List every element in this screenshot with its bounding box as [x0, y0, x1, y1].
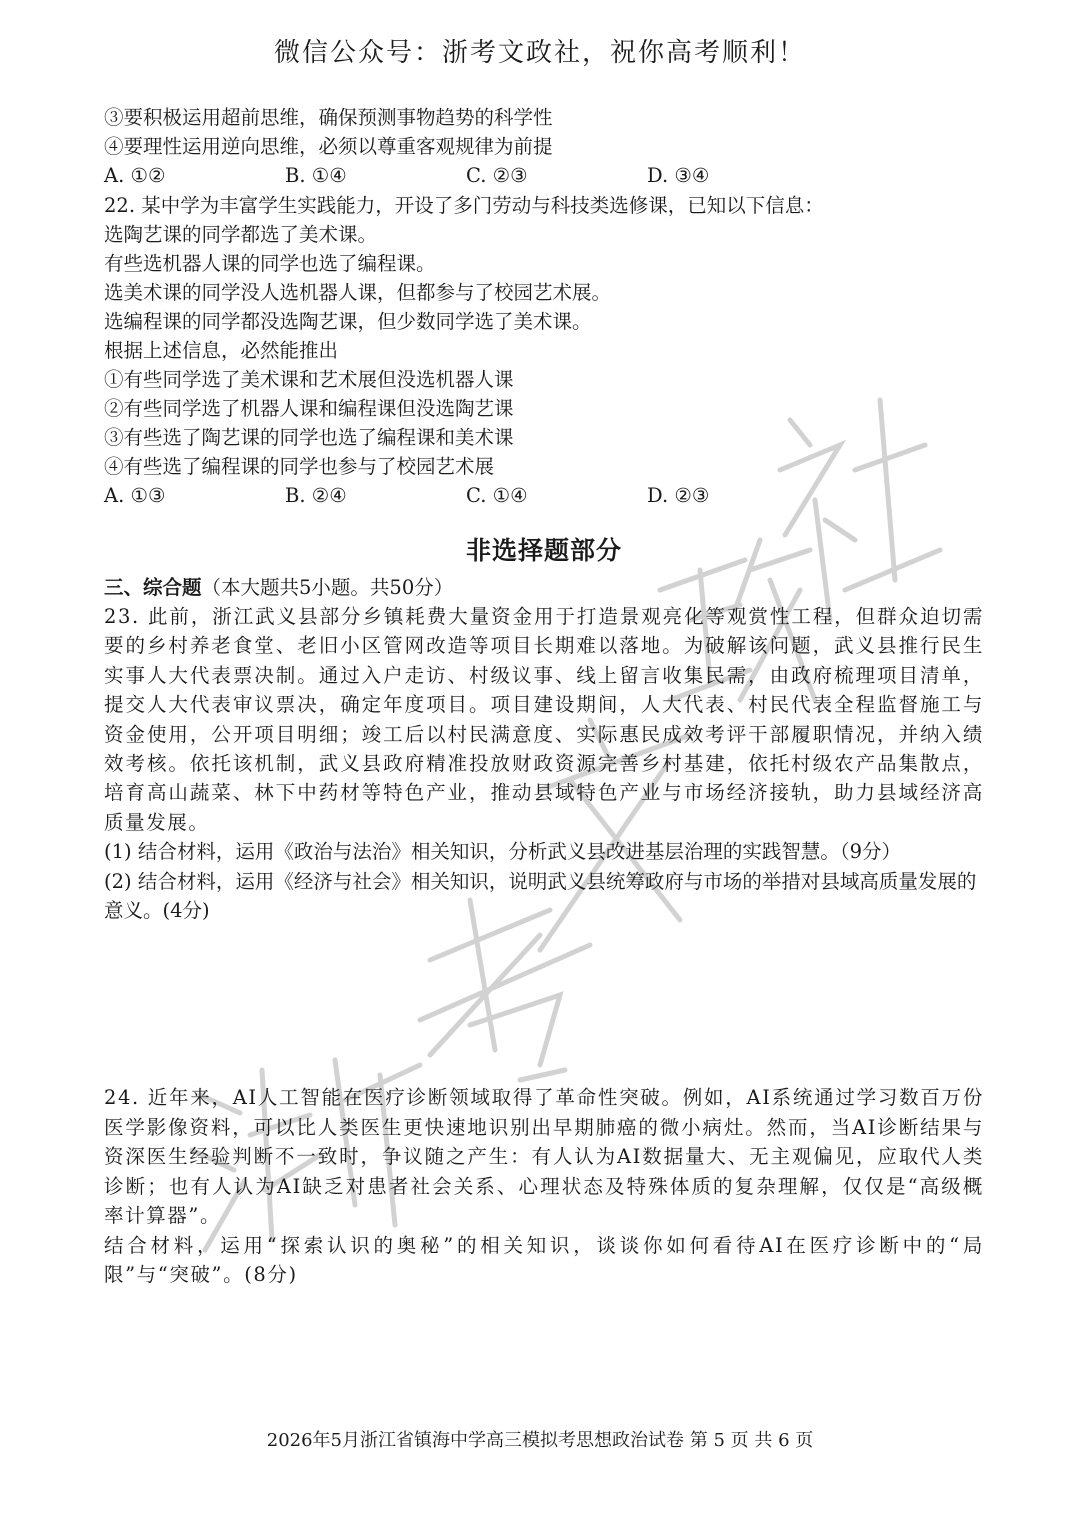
- page-footer: 2026年5月浙江省镇海中学高三模拟考思想政治试卷 第 5 页 共 6 页: [266, 1430, 814, 1451]
- q21-option-b: B. ①④: [285, 164, 347, 187]
- q22-options: [104, 481, 984, 511]
- answer-space: [104, 925, 984, 1083]
- q22-fact: 选陶艺课的同学都选了美术课。: [104, 223, 378, 246]
- q21-item-4: ④要理性运用逆向思维，必须以尊重客观规律为前提: [104, 135, 553, 158]
- q23-material: 23. 此前，浙江武义县部分乡镇耗费大量资金用于打造景观亮化等观赏性工程，但群众迫切需要的乡村养老食堂、老旧小区管网改造等项目长期难以落地。为破解该问题，武义县推行民生实事人大代表票决制。通过入户走访、村级议事、线上留言收集民需，由政府梳理项目清单，提交人大代表审议票决，确定年度项目。项目建设期间，人大代表、村民代表全程监督施工与资金使用，公开项目明细；竣工后以村民满意度、实际惠民成效考评干部履职情况，并纳入绩效考核。依托该机制，武义县政府精准投放财政资源完善乡村基建，依托村级农产品集散点，培育高山蔬菜、林下中药材等特色产业，推动县域特色产业与市场经济接轨，助力县域经济高质量发展。: [104, 605, 984, 834]
- exam-content: [104, 103, 984, 1289]
- q24-material: 24. 近年来，AI人工智能在医疗诊断领域取得了革命性突破。例如，AI系统通过学习数百万份医学影像资料，可以比人类医生更快速地识别出早期肺癌的微小病灶。然而，当AI诊断结果与资深医生经验判断不一致时，争议随之产生：有人认为AI数据量大、无主观偏见，应取代人类诊断；也有人认为AI缺乏对患者社会关系、心理状态及特殊体质的复杂理解，仅仅是“高级概率计算器”。: [104, 1086, 984, 1228]
- section-heading-label: 三、综合题: [104, 576, 202, 599]
- q22-fact: 选美术课的同学没人选机器人课，但都参与了校园艺术展。: [104, 281, 612, 304]
- q22-fact: 选编程课的同学都没选陶艺课，但少数同学选了美术课。: [104, 310, 592, 333]
- q22-stem: 22. 某中学为丰富学生实践能力，开设了多门劳动与科技类选修课，已知以下信息：: [104, 194, 824, 217]
- q21-option-d: D. ③④: [647, 164, 710, 187]
- section-heading: [104, 573, 984, 602]
- q22-option-c: C. ①④: [466, 484, 528, 507]
- q22-item-4: ④有些选了编程课的同学也参与了校园艺术展: [104, 455, 495, 478]
- q22-fact: 有些选机器人课的同学也选了编程课。: [104, 252, 436, 275]
- q22-prompt: 根据上述信息，必然能推出: [104, 339, 339, 362]
- q22-item-1: ①有些同学选了美术课和艺术展但没选机器人课: [104, 368, 514, 391]
- q23-question-1: (1) 结合材料，运用《政治与法治》相关知识，分析武义县改进基层治理的实践智慧。（9分）: [104, 840, 901, 864]
- section-title: 非选择题部分: [465, 536, 622, 565]
- q22-option-b: B. ②④: [285, 484, 347, 507]
- q21-option-a: A. ①②: [104, 164, 166, 187]
- section-heading-note: （本大题共5小题。共50分）: [201, 576, 454, 599]
- q22-item-2: ②有些同学选了机器人课和编程课但没选陶艺课: [104, 397, 514, 420]
- q22-option-a: A. ①③: [104, 484, 166, 507]
- q21-option-c: C. ②③: [466, 164, 528, 187]
- q24-question: 结合材料，运用“探索认识的奥秘”的相关知识，谈谈你如何看待AI在医疗诊断中的“局限”与“突破”。(8分): [104, 1233, 984, 1286]
- page-header: 微信公众号：浙考文政社，祝你高考顺利！: [273, 38, 806, 68]
- q21-options: [104, 161, 984, 191]
- q23-question-2: (2) 结合材料，运用《经济与社会》相关知识，说明武义县统筹政府与市场的举措对县域高质量发展的意义。(4分): [104, 869, 977, 923]
- q22-option-d: D. ②③: [647, 484, 710, 507]
- q21-item-3: ③要积极运用超前思维，确保预测事物趋势的科学性: [104, 106, 553, 129]
- q22-item-3: ③有些选了陶艺课的同学也选了编程课和美术课: [104, 426, 514, 449]
